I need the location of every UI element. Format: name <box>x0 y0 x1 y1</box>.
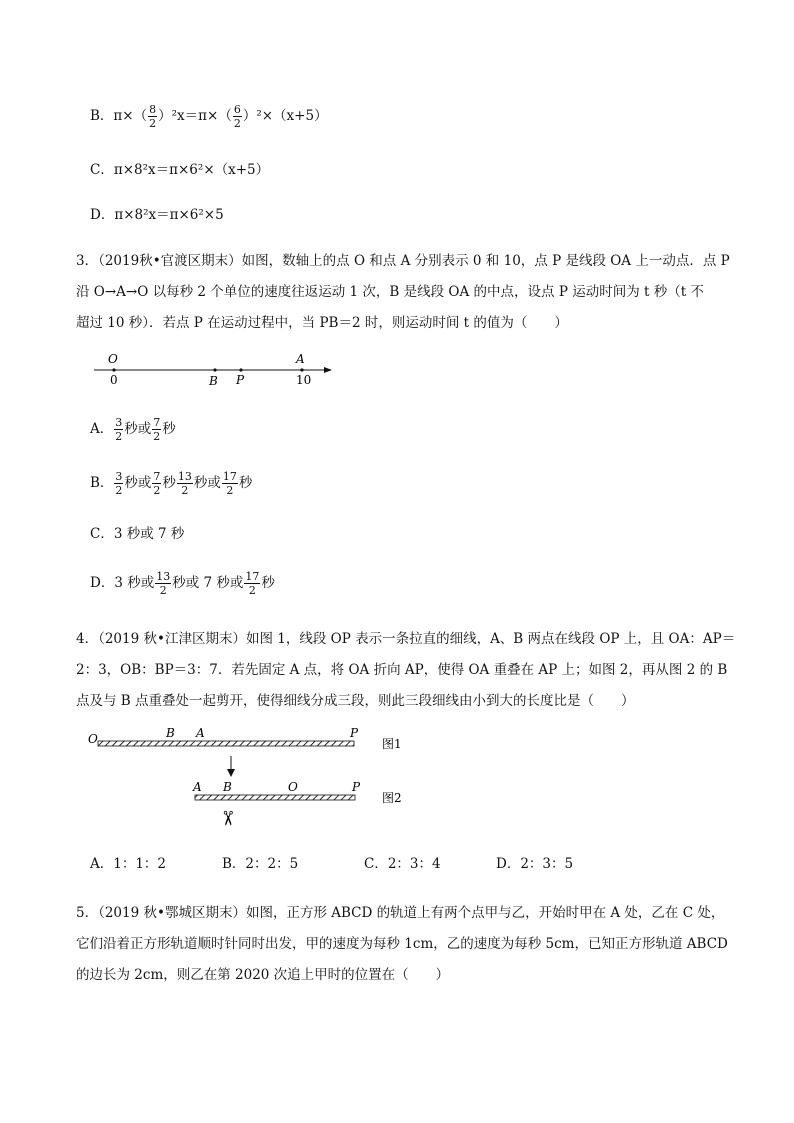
q4-fig2-string <box>195 795 355 800</box>
q4-fig2-label-a: A <box>193 780 202 794</box>
q3-label-b: B <box>209 374 218 388</box>
q3-text-line1: 3．（2019秋•官渡区期末）如图，数轴上的点 O 和点 A 分别表示 0 和 10，点 P 是线段 OA 上一动点．点 P <box>76 253 730 269</box>
q4-fig2-label-p: P <box>352 780 361 794</box>
scissors-icon: ✂ <box>216 810 240 827</box>
q4-fig1-label-a: A <box>196 726 205 740</box>
q4-fig1-label-o: O <box>88 732 98 746</box>
q3-option-a: A． $\frac{3}{2}$ 秒或 $\frac{7}{2}$ 秒 <box>90 416 176 443</box>
q2-option-b: B．π×（ $\frac{8}{2}$ ）²x＝π×（ $\frac{6}{2}$ ）²×（x+5） <box>90 103 328 130</box>
q5-text-line3: 的边长为 2cm，则乙在第 2020 次追上甲时的位置在（ ） <box>76 967 450 983</box>
q3-option-c: C．3 秒或 7 秒 <box>90 526 185 542</box>
q4-fig1-label-p: P <box>350 726 359 740</box>
q4-option-b: B．2：2：5 <box>222 856 299 872</box>
q3-label-zero: 0 <box>110 373 118 387</box>
q4-text-line2: 2：3，OB：BP＝3：7．若先固定 A 点，将 OA 折向 AP，使得 OA 重叠在 AP 上；如图 2，再从图 2 的 B <box>76 662 728 678</box>
q3-label-p: P <box>236 373 245 387</box>
q4-option-d: D．2：3：5 <box>496 856 574 872</box>
q4-fig1-caption: 图1 <box>382 737 402 751</box>
q4-fig1-string <box>98 741 354 746</box>
q4-fig2-caption: 图2 <box>382 791 402 805</box>
q4-text-line3: 点及与 B 点重叠处一起剪开，使得细线分成三段，则此三段细线由小到大的长度比是（ ） <box>76 693 635 709</box>
q2-option-c: C．π×8²x＝π×6²×（x+5） <box>90 162 270 178</box>
q3-label-o: O <box>108 352 118 366</box>
q3-text-line3: 超过 10 秒）．若点 P 在运动过程中，当 PB＝2 时，则运动时间 t 的值为（ ） <box>76 315 568 331</box>
q4-fig2-label-o: O <box>288 780 298 794</box>
q3-option-d: D．3 秒或 $\frac{13}{2}$ 秒或 7 秒或 $\frac{17}{2}$ 秒 <box>90 570 275 597</box>
q5-text-line2: 它们沿着正方形轨道顺时针同时出发，甲的速度为每秒 1cm，乙的速度为每秒 5cm，已知正方形轨道 ABCD <box>76 936 728 952</box>
q4-fig2-label-b: B <box>223 780 232 794</box>
q4-option-c: C．2：3：4 <box>364 856 441 872</box>
q3-label-ten: 10 <box>296 373 312 387</box>
q3-label-a: A <box>296 352 305 366</box>
q4-fig1-label-b: B <box>166 726 175 740</box>
q4-string-figure <box>86 722 426 832</box>
q3-option-b: B． $\frac{3}{2}$ 秒或 $\frac{7}{2}$ 秒 $\frac{13}{2}$ 秒或 $\frac{17}{2}$ 秒 <box>90 470 253 497</box>
q5-text-line1: 5．（2019 秋•鄂城区期末）如图，正方形 ABCD 的轨道上有两个点甲与乙，开始时甲在 A 处，乙在 C 处， <box>76 905 725 921</box>
q4-option-a: A．1：1：2 <box>90 856 167 872</box>
q3-text-line2: 沿 O→A→O 以每秒 2 个单位的速度往返运动 1 次，B 是线段 OA 的中点，设点 P 运动时间为 t 秒（t 不 <box>76 284 704 300</box>
q4-text-line1: 4．（2019 秋•江津区期末）如图 1，线段 OP 表示一条拉直的细线，A、B 两点在线段 OP 上，且 OA：AP＝ <box>76 631 736 647</box>
q2-option-d: D．π×8²x＝π×6²×5 <box>90 207 224 223</box>
q3-number-line-figure <box>88 348 338 390</box>
